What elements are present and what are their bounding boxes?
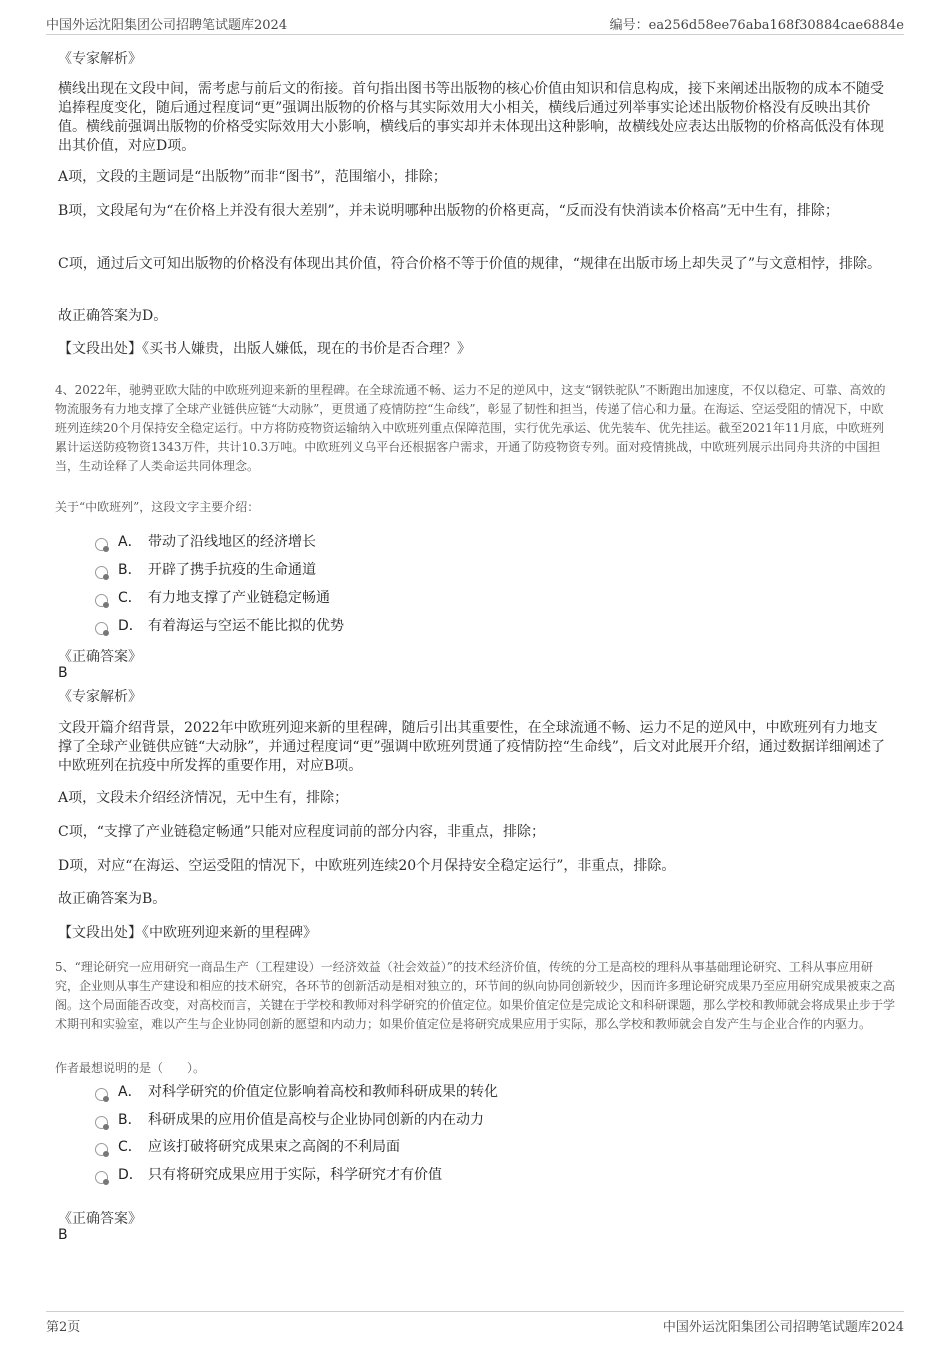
radio-icon[interactable] — [95, 594, 108, 607]
q3-analysis-label: 《专家解析》 — [58, 51, 142, 67]
q4-option-c-note: C项，“支撑了产业链稳定畅通”只能对应程度词前的部分内容，非重点，排除； — [58, 824, 546, 840]
q4-option-b[interactable]: B． 开辟了携手抗疫的生命通道 — [95, 557, 316, 581]
header-serial: 编号：ea256d58ee76aba168f30884cae6884e — [609, 18, 904, 33]
q4-option-a[interactable]: A． 带动了沿线地区的经济增长 — [95, 529, 316, 553]
q3-option-c-note: C项，通过后文可知出版物的价格没有体现出其价值，符合价格不等于价值的规律，“规律在出版市场上却失灵了”与文意相悖，排除。 — [58, 256, 882, 272]
radio-icon[interactable] — [95, 1088, 108, 1101]
q4-answer: B — [58, 665, 68, 681]
q5-option-a[interactable]: A． 对科学研究的价值定位影响着高校和教师科研成果的转化 — [95, 1079, 498, 1103]
page-number: 第2页 — [46, 1320, 81, 1335]
q3-analysis-text: 横线出现在文段中间，需考虑与前后文的衔接。首句指出图书等出版物的核心价值由知识和信息构成，接下来阐述出版物的成本不随受追捧程度变化，随后通过程度词“更”强调出版物的价格与其实际效用大小相关，横线后通过列举事实论述出版物价格没有反映出其价值。横线前强调出版物的价格受实际效用大小影响，横线后的事实却并未体现出这种影响，故横线处应表达出版物的价格高低没有体现出其价值，对应D项。 — [58, 81, 884, 154]
q5-option-d[interactable]: D． 只有将研究成果应用于实际，科学研究才有价值 — [95, 1162, 442, 1186]
radio-icon[interactable] — [95, 1116, 108, 1129]
q4-question: 关于“中欧班列”，这段文字主要介绍： — [55, 500, 260, 514]
radio-icon[interactable] — [95, 566, 108, 579]
header-title: 中国外运沈阳集团公司招聘笔试题库2024 — [46, 18, 288, 33]
q5-option-b[interactable]: B． 科研成果的应用价值是高校与企业协同创新的内在动力 — [95, 1107, 484, 1131]
q4-option-a-note: A项，文段未介绍经济情况，无中生有，排除； — [58, 790, 349, 806]
q3-conclusion: 故正确答案为D。 — [58, 308, 168, 324]
q5-answer-label: 《正确答案》 — [58, 1211, 142, 1227]
q3-analysis — [58, 80, 890, 156]
page-header — [46, 12, 904, 35]
q4-conclusion: 故正确答案为B。 — [58, 891, 167, 907]
q4-option-c[interactable]: C． 有力地支撑了产业链稳定畅通 — [95, 585, 330, 609]
q4-stem: 4、2022年，驰骋亚欧大陆的中欧班列迎来新的里程碑。在全球流通不畅、运力不足的逆风中，这支“钢铁驼队”不断跑出加速度，不仅以稳定、可靠、高效的物流服务有力地支撑了全球产业链供应链“大动脉”，更贯通了疫情防控“生命线”，彰显了韧性和担当，传递了信心和力量。在海运、空运受阻的情况下，中欧班列连续20个月保持安全稳定运行。中方将防疫物资运输纳入中欧班列重点保障范围，实行优先承运、优先装车、优先挂运。截至2021年11月底，中欧班列累计运送防疫物资1343万件，共计10.3万吨。中欧班列义乌平台还根据客户需求，开通了防疫物资专列。面对疫情挑战，中欧班列展示出同舟共济的中国担当，生动诠释了人类命运共同体理念。 — [55, 383, 886, 473]
q3-source: 【文段出处】《买书人嫌贵，出版人嫌低，现在的书价是否合理？》 — [58, 341, 471, 357]
radio-icon[interactable] — [95, 622, 108, 635]
footer-title: 中国外运沈阳集团公司招聘笔试题库2024 — [662, 1320, 904, 1335]
radio-icon[interactable] — [95, 538, 108, 551]
page-footer — [46, 1311, 904, 1336]
radio-icon[interactable] — [95, 1143, 108, 1156]
q3-option-b-note: B项，文段尾句为“在价格上并没有很大差别”，并未说明哪种出版物的价格更高，“反而没有快消读本价格高”无中生有，排除； — [58, 203, 839, 219]
q4-option-d[interactable]: D． 有着海运与空运不能比拟的优势 — [95, 613, 344, 637]
q4-option-d-note: D项，对应“在海运、空运受阻的情况下，中欧班列连续20个月保持安全稳定运行”，非重点，排除。 — [58, 858, 676, 874]
q5-question: 作者最想说明的是（ ）。 — [55, 1061, 206, 1075]
q5-option-c[interactable]: C． 应该打破将研究成果束之高阁的不利局面 — [95, 1134, 400, 1158]
q4-analysis: 文段开篇介绍背景，2022年中欧班列迎来新的里程碑，随后引出其重要性，在全球流通不畅、运力不足的逆风中，中欧班列有力地支撑了全球产业链供应链“大动脉”，并通过程度词“更”强调中欧班列贯通了疫情防控“生命线”，后文对此展开介绍，通过数据详细阐述了中欧班列在抗疫中所发挥的重要作用，对应B项。 — [58, 720, 885, 774]
q3-option-a-note: A项，文段的主题词是“出版物”而非“图书”，范围缩小，排除； — [58, 169, 447, 185]
q4-source: 【文段出处】《中欧班列迎来新的里程碑》 — [58, 925, 317, 941]
q4-answer-label: 《正确答案》 — [58, 649, 142, 665]
q5-answer: B — [58, 1227, 68, 1243]
q4-analysis-label: 《专家解析》 — [58, 689, 142, 705]
q5-stem: 5、“理论研究一应用研究一商品生产（工程建设）一经济效益（社会效益）”的技术经济价值，传统的分工是高校的理科从事基础理论研究、工科从事应用研究，企业则从事生产建设和相应的技术研究，各环节的创新活动是相对独立的，环节间的纵向协同创新较少，因而许多理论研究成果乃至应用研究成果被束之高阁。这个局面能否改变，对高校而言，关键在于学校和教师对科学研究的价值定位。如果价值定位是完成论文和科研课题，那么学校和教师就会将成果止步于学术期刊和实验室，难以产生与企业协同创新的愿望和内动力；如果价值定位是将研究成果应用于实际，那么学校和教师就会自发产生与企业合作的内驱力。 — [55, 960, 896, 1031]
radio-icon[interactable] — [95, 1171, 108, 1184]
